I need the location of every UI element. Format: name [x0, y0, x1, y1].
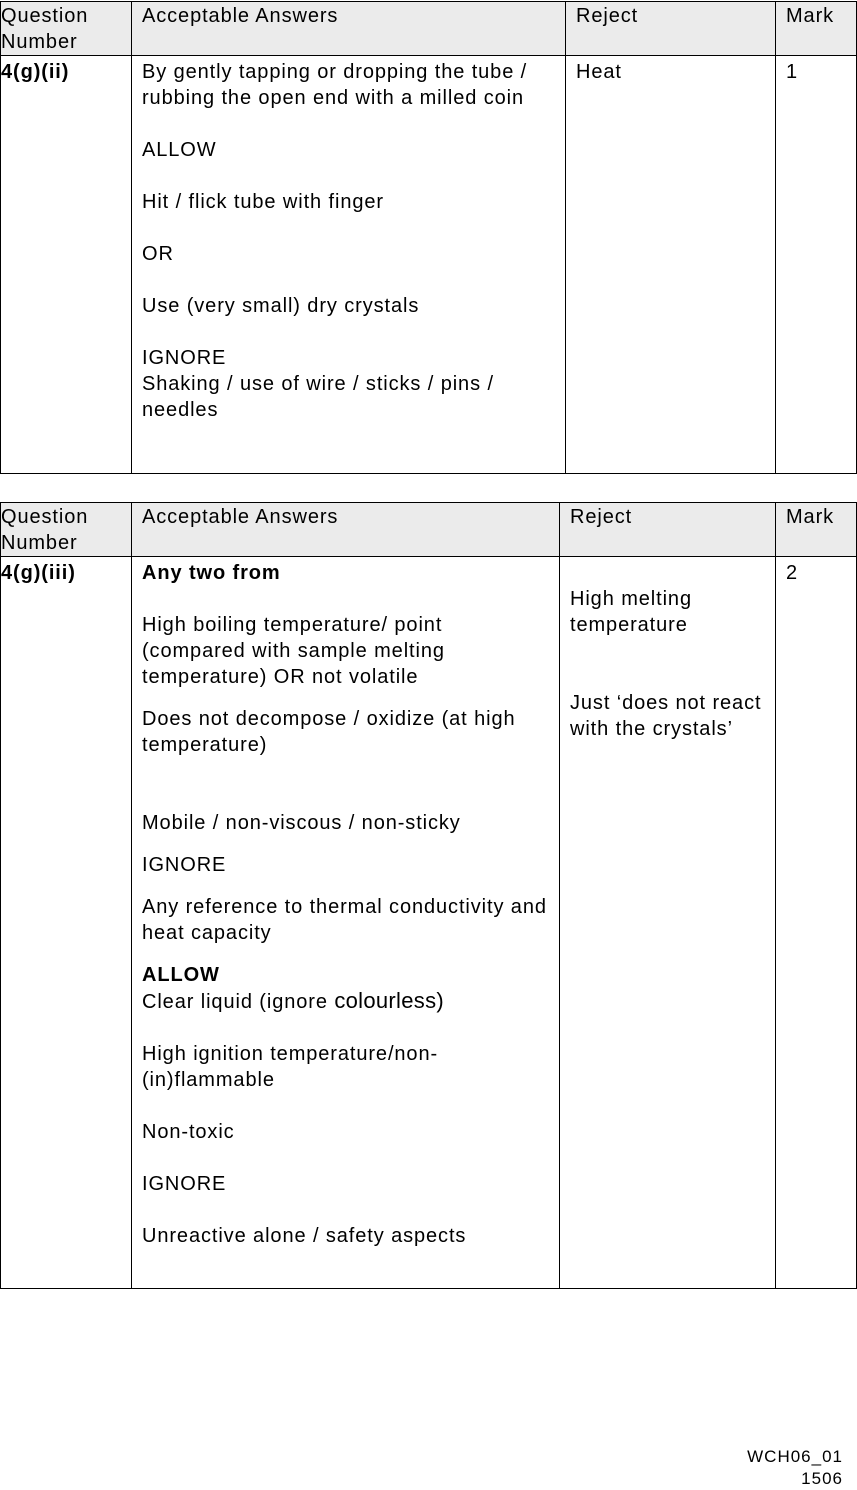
answer-text: Shaking / use of wire / sticks / pins / needles [142, 373, 494, 421]
header-acceptable-answers [132, 503, 560, 557]
header-question-number [1, 503, 132, 557]
allow-label: ALLOW [142, 964, 220, 986]
reject-text: Heat [576, 61, 622, 83]
mark-cell [776, 557, 857, 1289]
exam-session: 1506 [801, 1469, 843, 1488]
answer-text: High ignition temperature/non-(in)flammable [142, 1043, 439, 1091]
mark-cell [776, 56, 857, 474]
reject-text: Just ‘does not react with the crystals’ [570, 692, 762, 740]
question-number-cell [1, 56, 132, 474]
header-reject [560, 503, 776, 557]
ignore-label: IGNORE [142, 854, 227, 876]
mark-value: 1 [786, 61, 799, 83]
question-number: 4(g)(ii) [1, 61, 70, 83]
or-label: OR [142, 243, 174, 265]
table-header-row [1, 503, 857, 557]
answer-text: Hit / flick tube with finger [142, 191, 384, 213]
reject-text: High melting temperature [570, 588, 692, 636]
any-two-from-label: Any two from [142, 562, 281, 584]
header-mark-text: Mark [786, 506, 835, 528]
header-acceptable-answers [132, 2, 566, 56]
header-question-number-text: Question Number [1, 506, 89, 554]
reject-cell [566, 56, 776, 474]
answer-text: Does not decompose / oxidize (at high temperature) [142, 708, 516, 756]
reject-cell [560, 557, 776, 1289]
header-reject-text: Reject [576, 5, 639, 27]
answer-text: High boiling temperature/ point (compared with sample melting temperature) OR not volatile [142, 614, 445, 688]
allow-label: ALLOW [142, 139, 217, 161]
acceptable-answers-cell [132, 557, 560, 1289]
answer-text-part: Clear liquid (ignore [142, 991, 335, 1013]
answer-text: Use (very small) dry crystals [142, 295, 420, 317]
paper-code: WCH06_01 [747, 1447, 843, 1466]
ignore-label: IGNORE [142, 347, 227, 369]
table-header-row [1, 2, 857, 56]
answer-text: Non-toxic [142, 1121, 235, 1143]
answer-text [142, 988, 549, 1015]
header-acceptable-answers-text: Acceptable Answers [142, 5, 339, 27]
header-mark [776, 2, 857, 56]
header-reject-text: Reject [570, 506, 633, 528]
answer-text: By gently tapping or dropping the tube / rubbing the open end with a milled coin [142, 61, 528, 109]
header-mark [776, 503, 857, 557]
mark-value: 2 [786, 562, 799, 584]
header-question-number [1, 2, 132, 56]
header-question-number-text: Question Number [1, 5, 89, 53]
header-reject [566, 2, 776, 56]
question-number: 4(g)(iii) [1, 562, 76, 584]
page-footer [747, 1446, 843, 1490]
answer-text-part: colourless) [334, 988, 444, 1013]
answer-text: Unreactive alone / safety aspects [142, 1225, 467, 1247]
answer-text: Any reference to thermal conductivity and heat capacity [142, 896, 547, 944]
mark-scheme-table-4g-ii [0, 1, 857, 474]
ignore-label: IGNORE [142, 1173, 227, 1195]
question-number-cell [1, 557, 132, 1289]
acceptable-answers-cell [132, 56, 566, 474]
table-row [1, 557, 857, 1289]
header-acceptable-answers-text: Acceptable Answers [142, 506, 339, 528]
answer-text: Mobile / non-viscous / non-sticky [142, 812, 461, 834]
table-row [1, 56, 857, 474]
header-mark-text: Mark [786, 5, 835, 27]
mark-scheme-table-4g-iii [0, 502, 857, 1289]
